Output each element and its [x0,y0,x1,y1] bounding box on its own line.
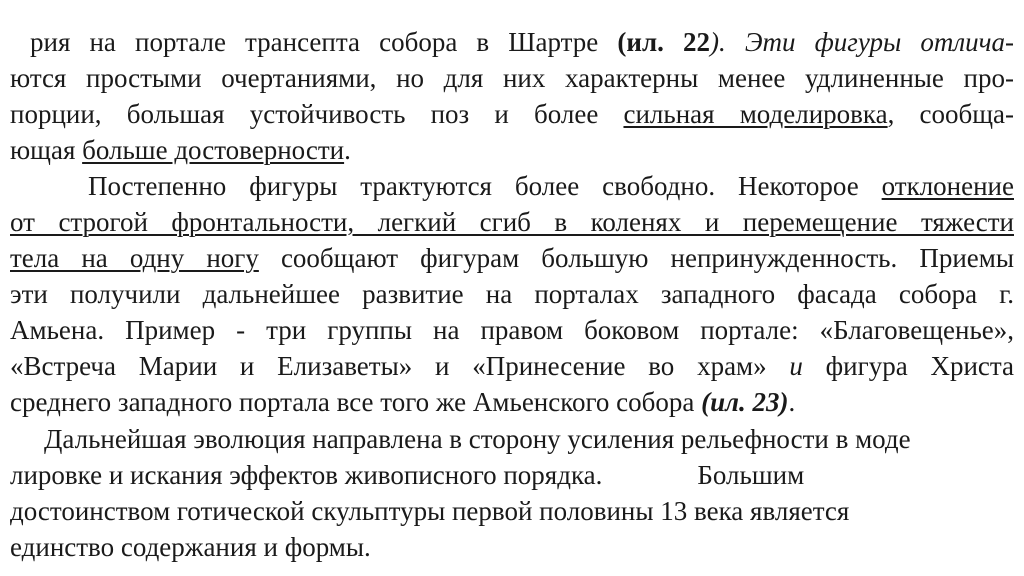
text-segment: . [788,387,796,417]
text-segment: единство содержания и формы. [10,532,371,562]
text-segment: рия на портале трансепта собора в Шартре [30,27,618,57]
text-line [10,96,1014,132]
italic-word: и [789,351,803,381]
text-segment: среднего западного портала все того же Амьенского собора [10,387,702,417]
figure-reference-tail: ). Эти фигуры отлича- [709,27,1015,57]
text-line [88,168,1014,204]
text-segment: фигура Христа [802,351,1014,381]
text-segment: порции, большая устойчивость поз и более [10,99,624,129]
underlined-phrase: тела на одну ногу [10,243,259,273]
text-line [10,276,1014,312]
text-line [30,24,1014,60]
figure-reference: (ил. 23) [701,387,789,417]
text-segment: лировке и искания эффектов живописного порядка. [10,460,603,490]
text-line [10,60,1014,96]
text-segment: Дальнейшая эволюция направлена в сторону усиления рельефности в моде [44,424,911,454]
text-line [10,529,1014,565]
text-line [10,348,1014,384]
underlined-phrase: от строгой фронтальности, легкий сгиб в коленях и перемещение тяжести [10,207,1014,237]
text-segment: Постепенно фигуры трактуются более свободно. Некоторое [88,171,882,201]
underlined-phrase: сильная моделировка [623,99,888,129]
text-segment: Амьена. Пример - три группы на правом боковом портале: «Благовещенье», [10,315,1014,345]
text-segment: , сообща- [887,99,1014,129]
text-line [10,204,1014,240]
text-line [10,132,1014,168]
text-line [10,240,1014,276]
text-line [10,312,1014,348]
text-segment: . [344,135,351,165]
text-segment: ющая [10,135,83,165]
text-line [10,493,1014,529]
text-segment: сообщают фигурам большую непринужденность. Приемы [258,243,1014,273]
text-segment: достоинством готической скульптуры первой половины 13 века является [10,496,850,526]
text-line [44,421,1024,457]
text-segment: эти получили дальнейшее развитие на порталах западного фасада собора г. [10,279,1014,309]
text-line [10,384,1014,420]
figure-reference-text: (ил. 22 [617,27,710,57]
figure-reference [617,27,710,57]
text-segment: Большим [697,460,805,490]
text-segment: ются простыми очертаниями, но для них характерны менее удлиненные про- [10,63,1014,93]
text-line [10,457,1014,493]
underlined-phrase: отклонение [881,171,1014,201]
text-segment: «Встреча Марии и Елизаветы» и «Принесение во храм» [10,351,790,381]
underlined-phrase: больше достоверности [82,135,345,165]
